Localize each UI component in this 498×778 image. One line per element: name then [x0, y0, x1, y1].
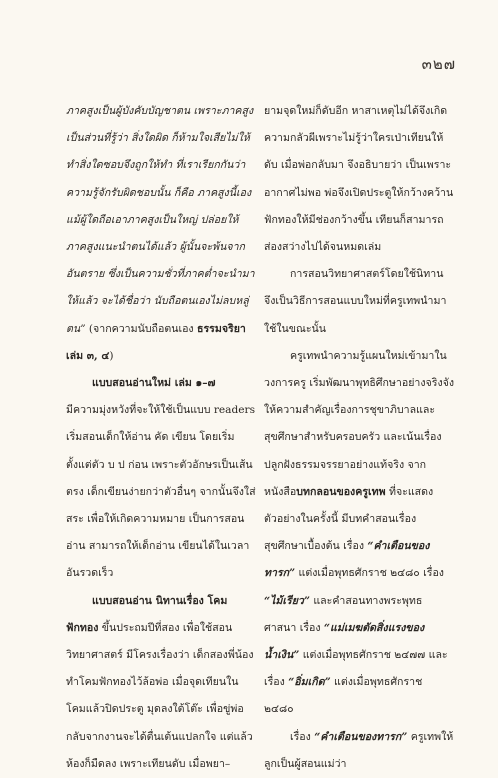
section-heading-new-readers: แบบสอนอ่านใหม่ เล่ม ๑–๗: [92, 377, 216, 390]
continuation-paragraph: ยามจุดใหม่ก็ดับอีก หาสาเหตุไม่ได้จึงเกิดความกลัวผีเพราะไม่รู้ว่าใครเป่าเทียนให้ดับ เมื่อพ่อกลับมา จึงอธิบายว่า เป็นเพราะอากาศไม่พอ พ่อจึงเปิดประตูให้กว้างคว้านฟักทองให้มีช่องกว้างขึ้น เทียนก็สามารถส่องสว่างไปได้จนหมดเล่ม: [264, 105, 454, 254]
teacher-thep-text-c: และคำสอนทางพระพุทธศาสนา เรื่อง: [264, 594, 423, 634]
poem-title-warning: “คำเตือนของทารก”: [264, 540, 430, 580]
teacher-thep-text-d: แต่งเมื่อพุทธศักราช ๒๔๗๗ และเรื่อง: [264, 649, 448, 689]
new-readers-paragraph: มีความมุ่งหวังที่จะให้ใช้เป็นแบบ readers เริ่มสอนเด็กให้อ่าน คัด เขียน โดยเริ่มตั้งแต่ตัว บ ป ก่อน เพราะตัวอักษรเป็นเส้นตรง เด็กเขียนง่ายกว่าตัวอื่นๆ จากนั้นจึงใส่สระ เพื่อให้เกิดความหมาย เป็นการสอนอ่าน สามารถให้เด็กอ่าน เขียนได้ในเวลาอันรวดเร็ว: [66, 404, 256, 580]
quote-source-title: ธรรมจริยา เล่ม ๓, ๔: [66, 322, 246, 362]
quote-source-suffix: ): [109, 349, 114, 362]
teacher-thep-text-b: แต่งเมื่อพุทธศักราช ๒๔๘๐ เรื่อง: [295, 567, 444, 580]
science-teaching-paragraph: การสอนวิทยาศาสตร์โดยใช้นิทานจึงเป็นวิธีการสอนแบบใหม่ที่ครูเทพนำมาใช้ในขณะนั้น: [264, 268, 447, 335]
poem-title-full: “อิ่มเกิด”: [288, 676, 331, 689]
teacher-thep-paragraph: [264, 343, 454, 724]
quote-source-prefix: (จากความนับถือตนเอง: [85, 322, 197, 335]
section-heading-pumpkin-lantern: แบบสอนอ่าน นิทานเรื่อง โคมฟักทอง: [66, 594, 228, 634]
quote-paragraph: [66, 98, 256, 370]
right-column: [264, 98, 454, 778]
teacher-thep-text-mid: ที่จะแสดงตัวอย่างในครั้งนี้ มีบทคำสอนเรื่องสุขศึกษาเบื้องต้น เรื่อง: [264, 485, 434, 553]
closing-paragraph: [264, 724, 454, 778]
left-column: [66, 98, 256, 778]
poem-title-warning-repeat: “คำเตือนของทารก”: [314, 730, 408, 743]
page-number: ๓๒๗: [421, 55, 456, 73]
pumpkin-lantern-paragraph: [66, 588, 256, 778]
closing-prefix: เรื่อง: [290, 730, 315, 743]
pumpkin-lantern-text: ขึ้นประถมปีที่สอง เพื่อใช้สอนวิทยาศาสตร์ มีโครงเรื่องว่า เด็กสองพี่น้องทำโคมฟักทองไว้ล้อพ่อ เมื่อจุดเทียนในโคมแล้วปิดประตู มุดลงใต้โต๊ะ เพื่อขู่พ่อกลับจากงานจะได้ตื่นเต้นแปลกใจ แต่แล้วห้องก็มืดลง เพราะเทียนดับ เมื่อพยา–: [66, 621, 254, 770]
teacher-thep-text-start: ครูเทพนำความรู้แผนใหม่เข้ามาในวงการครู เริ่มพัฒนาพุทธิศึกษาอย่างจริงจัง ให้ความสำคัญเรื่องการชุขาภิบาลและสุขศึกษาสำหรับครอบครัว และเน้นเรื่องปลูกฝังธรรมจรรยาอย่างแท้จริง จากหนังสือ: [264, 349, 454, 498]
closing-suffix: ครูเทพให้ลูกเป็นผู้สอนแม่ว่า: [264, 730, 454, 770]
poem-title-cane: “ไม้เรียว”: [264, 594, 310, 607]
poem-title-cloud: “แม่เมฆตัดสิ่งแรงของน้ำเงิน”: [264, 621, 425, 662]
quote-text: ภาคสูงเป็นผู้บังคับบัญชาตน เพราะภาคสูงเป็นส่วนที่รู้ว่า สิ่งใดผิด ก็ห้ามใจเสียไม่ให้ทำสิ่งใดซอบจึงถูกให้ทำ ที่เราเรียกกันว่า ความรู้จักรับผิดชอบนั้น ก็คือ ภาคสูงนี้เอง แม้ผู้ใดถือเอาภาคสูงเป็นใหญ่ ปล่อยให้ภาคสูงแนะนำตนได้แล้ว ผู้นั้นจะพ้นจากอันตราย ซึ่งเป็นความชั่วที่ภาคต่ำจะนำมาให้แล้ว จะได้ชื่อว่า นับถือตนเองไม่ลบหลู่ตน”: [66, 105, 255, 335]
book-title: บทกลอนของครูเทพ: [296, 485, 386, 498]
teacher-thep-text-e: แต่งเมื่อพุทธศักราช ๒๔๘๐: [264, 676, 423, 716]
